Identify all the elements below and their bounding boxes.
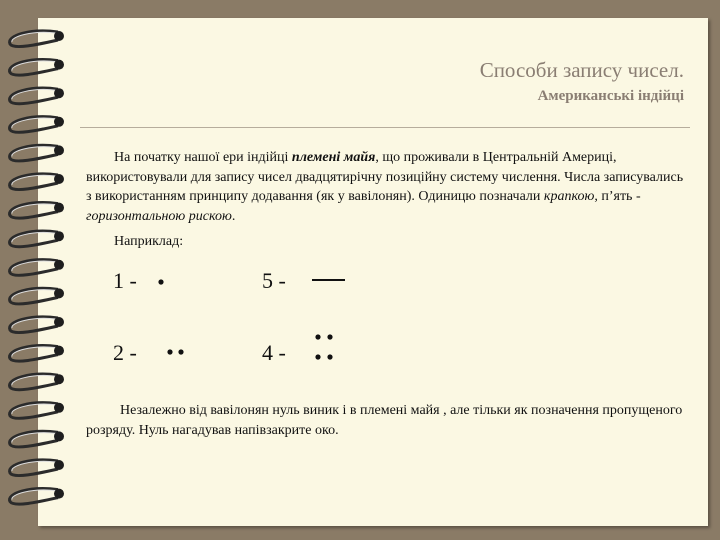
binding-ring (10, 460, 64, 476)
example-four-label: 4 - (262, 340, 286, 365)
binding-ring (10, 346, 64, 362)
binding-ring (10, 374, 64, 390)
slide-title: Способи запису чисел. (479, 58, 684, 82)
maya-five-bar-glyph (310, 272, 350, 286)
example-five-label: 5 - (262, 268, 286, 293)
binding-ring (10, 31, 64, 47)
binding-ring (10, 288, 64, 304)
maya-two-dots-glyph (164, 342, 194, 362)
binding-ring (10, 489, 64, 505)
line-emphasis: горизонтальною рискою (86, 208, 232, 224)
dot-emphasis: крапкою (543, 189, 595, 204)
binding-ring (10, 145, 64, 161)
intro-text-2: , що проживали в Центральній Америці, використовували для запису чисел двадцятирічну позиційну систему числення. Числа записувались з використанням принципу додавання (як у вавілонян). Одиницю позначали (86, 150, 684, 204)
zero-paragraph: Незалежно від вавілонян нуль виник і в племені майя , але тільки як позначення пропущеного розряду. Нуль нагадував напівзакрите око. (86, 403, 683, 438)
binding-ring (10, 117, 64, 133)
binding-ring (10, 231, 64, 247)
binding-ring (10, 260, 64, 276)
binding-ring (10, 317, 64, 333)
binding-ring (10, 88, 64, 104)
maya-tribe-emphasis: племені майя (291, 150, 376, 165)
example-one-label: 1 - (113, 268, 137, 293)
intro-paragraph (86, 148, 686, 226)
spiral-binding (0, 0, 90, 540)
example-label: Наприклад: (114, 234, 184, 249)
intro-text-3: , п’ять - (594, 189, 641, 204)
binding-ring (10, 60, 64, 76)
binding-ring (10, 203, 64, 219)
maya-four-dots-glyph (310, 328, 340, 366)
maya-one-dot-glyph (155, 270, 169, 290)
example-two-label: 2 - (113, 340, 137, 365)
binding-ring (10, 174, 64, 190)
title-divider (80, 127, 690, 128)
binding-ring (10, 403, 64, 419)
intro-text-1: На початку нашої ери індійці (114, 150, 292, 165)
binding-ring (10, 431, 64, 447)
intro-text-4: . (231, 208, 236, 224)
slide-subtitle: Американські індійці (537, 88, 684, 104)
